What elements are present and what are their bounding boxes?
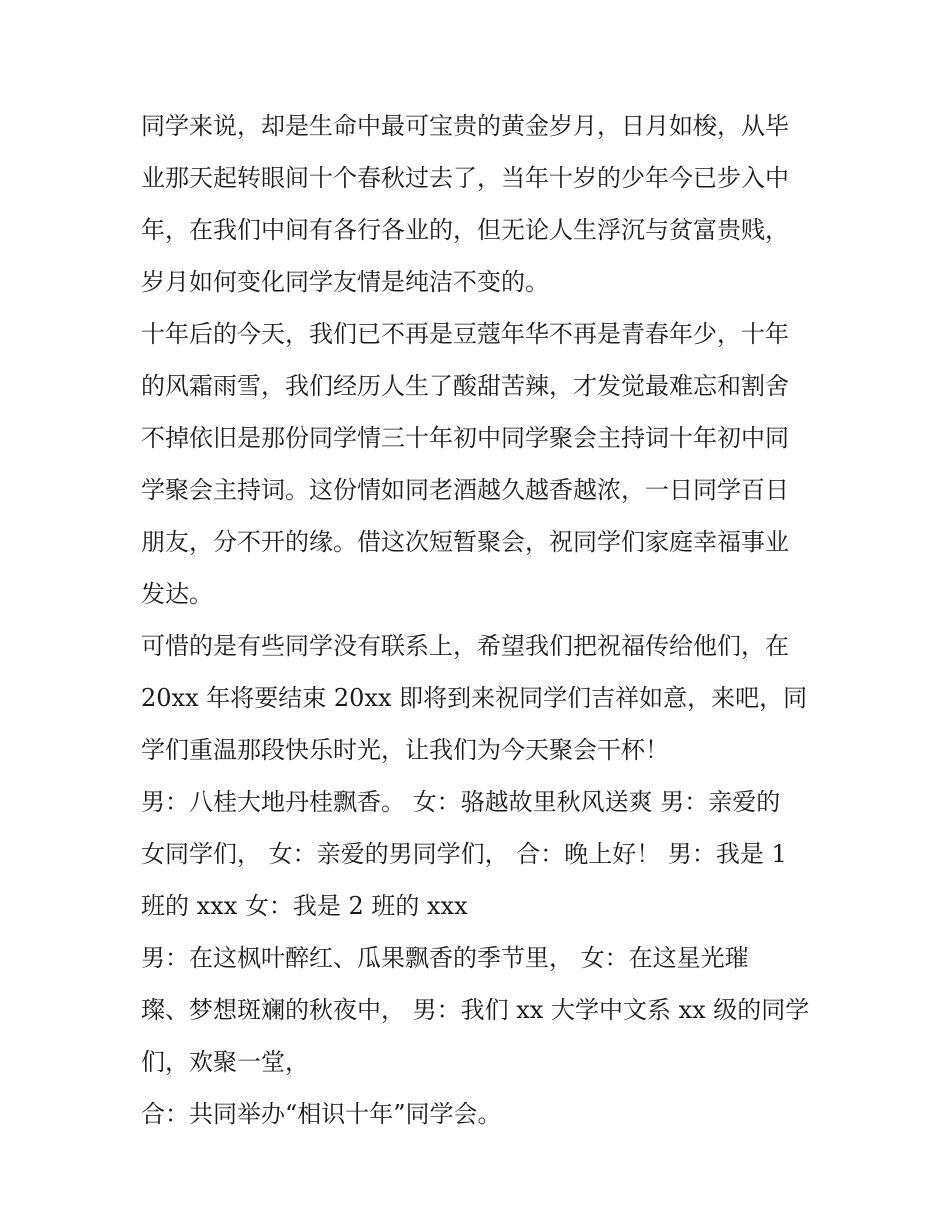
text-line: 发达。 [141, 580, 213, 608]
text-line: 十年后的今天，我们已不再是豆蔻年华不再是青春年少，十年 [141, 320, 789, 348]
text-line: 男：在这枫叶醉红、瓜果飘香的季节里， 女：在这星光璀 [141, 944, 749, 972]
text-line: 岁月如何变化同学友情是纯洁不变的。 [141, 268, 549, 296]
text-line: 男：八桂大地丹桂飘香。 女：骆越故里秋风送爽 男：亲爱的 [141, 788, 781, 816]
text-line: 学们重温那段快乐时光，让我们为今天聚会干杯！ [141, 736, 669, 764]
text-line: 朋友，分不开的缘。借这次短暂聚会，祝同学们家庭幸福事业 [141, 528, 789, 556]
text-line: 璨、梦想斑斓的秋夜中， 男：我们 xx 大学中文系 xx 级的同学 [141, 996, 810, 1024]
document-body [141, 100, 816, 1140]
text-line: 可惜的是有些同学没有联系上，希望我们把祝福传给他们，在 [141, 632, 789, 660]
text-line: 们，欢聚一堂， [141, 1048, 309, 1076]
text-line: 不掉依旧是那份同学情三十年初中同学聚会主持词十年初中同 [141, 424, 789, 452]
text-line: 班的 xxx 女：我是 2 班的 xxx [141, 892, 468, 920]
text-line: 合：共同举办“相识十年”同学会。 [141, 1100, 502, 1128]
text-line: 年，在我们中间有各行各业的，但无论人生浮沉与贫富贵贱， [141, 216, 789, 244]
text-line: 同学来说，却是生命中最可宝贵的黄金岁月，日月如梭，从毕 [141, 112, 789, 140]
text-line: 学聚会主持词。这份情如同老酒越久越香越浓，一日同学百日 [141, 476, 789, 504]
text-line: 的风霜雨雪，我们经历人生了酸甜苦辣，才发觉最难忘和割舍 [141, 372, 789, 400]
text-line: 女同学们， 女：亲爱的男同学们， 合：晚上好！ 男：我是 1 [141, 840, 787, 868]
text-line: 业那天起转眼间十个春秋过去了，当年十岁的少年今已步入中 [141, 164, 789, 192]
text-line: 20xx 年将要结束 20xx 即将到来祝同学们吉祥如意，来吧，同 [141, 684, 808, 712]
